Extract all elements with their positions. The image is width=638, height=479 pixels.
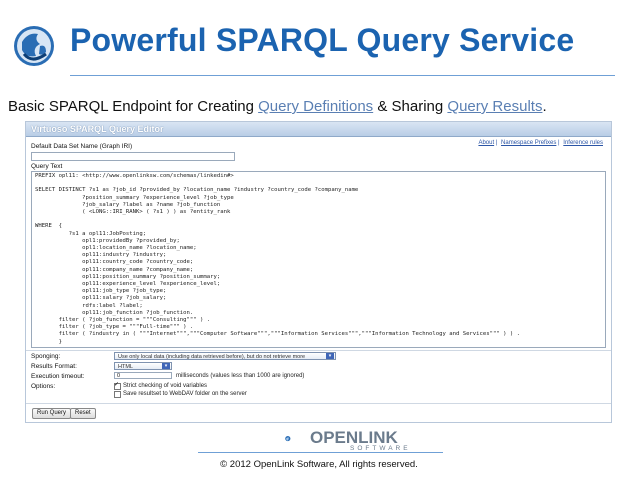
slide-subtitle [8,98,547,115]
execution-timeout-input[interactable]: 0 [114,372,172,379]
brand-name: OPENLINK [310,428,398,447]
query-text-label: Query Text [31,163,63,170]
options-label: Options: [31,383,56,390]
subtitle-mid: & Sharing [373,98,448,115]
openlink-logo-icon [285,426,311,452]
chevron-down-icon: ▾ [162,363,170,369]
results-format-select[interactable] [114,362,172,370]
sponging-label: Sponging: [31,353,61,360]
subtitle-prefix: Basic SPARQL Endpoint for Creating [8,98,259,115]
editor-title: Virtuoso SPARQL Query Editor [31,124,164,134]
footer-divider [198,452,443,453]
query-definitions-link[interactable]: Query Definitions [258,98,374,115]
save-webdav-checkbox[interactable] [114,391,121,398]
graph-iri-input[interactable] [31,152,235,161]
subtitle-suffix: . [542,98,547,115]
namespace-prefixes-link[interactable]: Namespace Prefixes [501,140,557,146]
strict-checking-label: Strict checking of void variables [123,383,208,389]
copyright-notice: © 2012 OpenLink Software, All rights reserved. [220,459,418,470]
globe-logo-icon [12,24,56,68]
results-format-value: HTML [118,364,133,370]
query-results-link[interactable]: Query Results [447,98,543,115]
strict-checking-checkbox[interactable] [114,383,121,390]
timeout-hint: milliseconds (values less than 1000 are ignored) [176,373,305,379]
divider [26,350,611,351]
sponging-value: Use only local data (including data retrieved before), but do not retrieve more [118,354,306,360]
slide-title: Powerful SPARQL Query Service [70,22,575,58]
inference-rules-link[interactable]: Inference rules [563,140,603,146]
chevron-down-icon: ▾ [326,353,334,359]
title-divider [70,75,615,76]
divider [26,403,611,404]
sparql-query-editor [25,121,612,423]
query-text-area[interactable]: PREFIX opl11: <http://www.openlinksw.com/schemas/linkedin#> SELECT DISTINCT ?s1 as ?job_id ?provided_by ?location_name ?industry ?country_code ?company_name ?position_summary ?experience_level ?job_type ?job_salary ?label as ?name ?job_function ( <LONG::IRI_RANK> ( ?s1 ) ) as ?entity_rank WHERE { ?s1 a opl11:JobPosting; opl1:providedBy ?provided_by; opl1:location_name ?location_name; opl11:industry ?industry; opl11:country_code ?country_code; opl11:company_name ?company_name; opl11:position_summary ?position_summary; opl11:experience_level ?experience_level; opl11:job_type ?job_type; opl11:salary ?job_salary; rdfs:label ?label; opl11:job_function ?job_function. filter ( ?job_function = """Consulting""" ) . filter ( ?job_type = """Full-time""" ) . filter ( ?industry in ( """Internet""","""Computer Software""","""Information Services""","""Information Technology and Services""" ) ) . } [31,171,606,348]
reset-button[interactable]: Reset [70,408,96,419]
run-query-button[interactable]: Run Query [32,408,71,419]
sponging-select[interactable] [114,352,336,360]
graph-iri-label: Default Data Set Name (Graph IRI) [31,143,133,150]
brand-sub: SOFTWARE [350,445,411,452]
execution-timeout-label: Execution timeout: [31,373,85,380]
editor-header [26,122,611,137]
about-link[interactable]: About [478,140,495,146]
results-format-label: Results Format: [31,363,77,370]
save-webdav-label: Save resultset to WebDAV folder on the server [123,391,247,397]
editor-top-links: About | Namespace Prefixes | Inference rules [478,140,603,146]
